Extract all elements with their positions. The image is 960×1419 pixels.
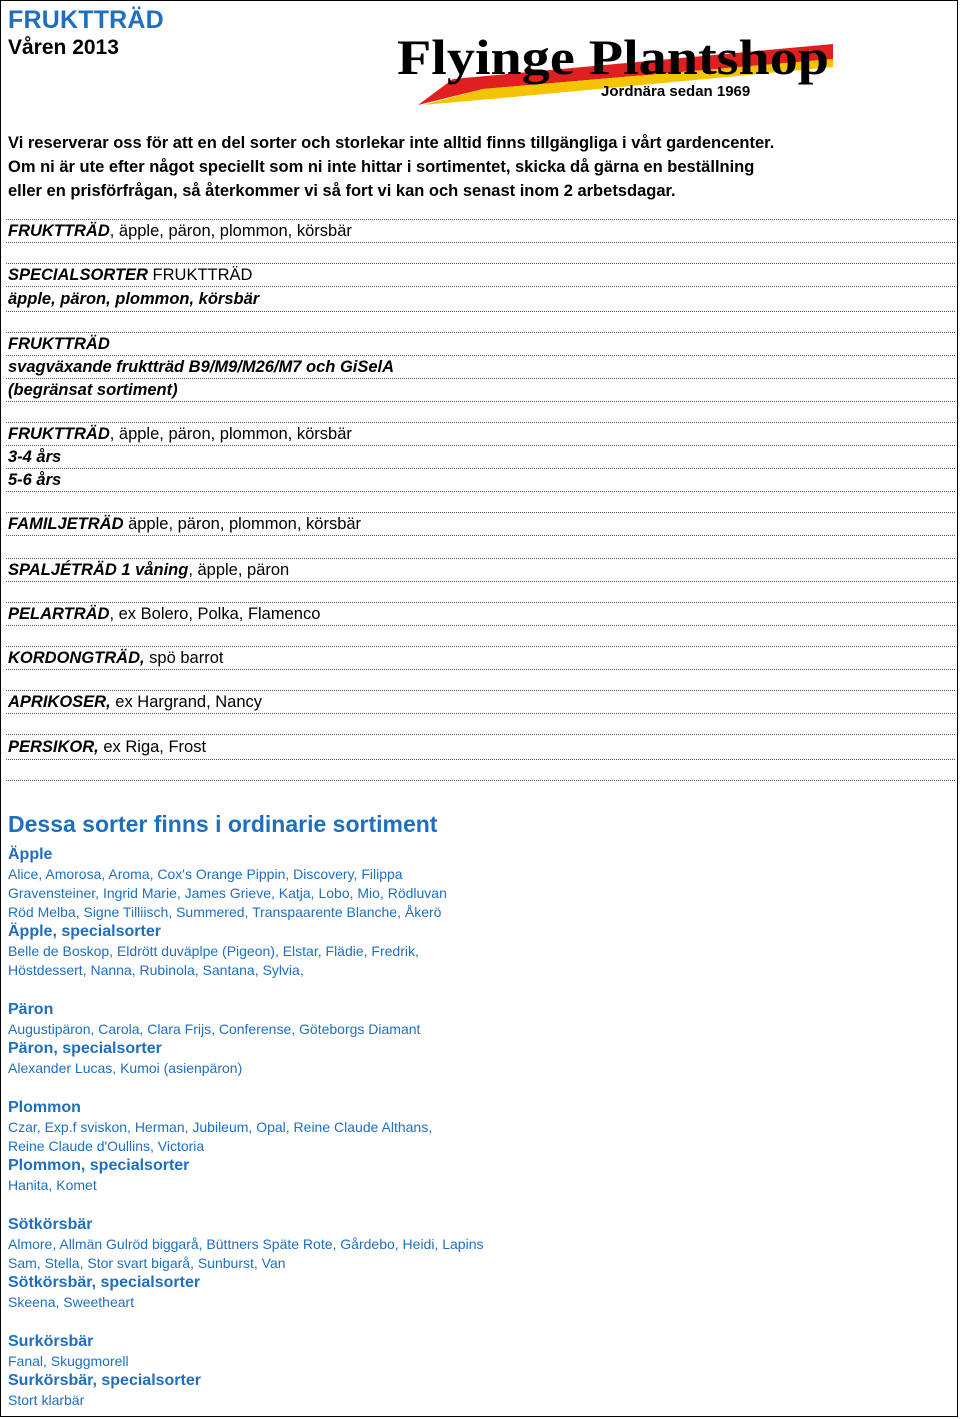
variety-group-title: Äpple	[8, 846, 53, 863]
variety-group-title: Sötkörsbär	[8, 1216, 93, 1233]
product-name: SPECIALSORTER	[8, 266, 148, 284]
product-row	[1, 264, 957, 286]
product-row	[1, 469, 957, 491]
variety-list-line: Skeena, Sweetheart	[8, 1294, 135, 1310]
product-row	[1, 536, 957, 558]
variety-list-line: Belle de Boskop, Eldrött duväplpe (Pigeon), Elstar, Flädie, Fredrik,	[8, 943, 419, 959]
product-name: FRUKTTRÄD	[8, 425, 110, 443]
product-detail: , äpple, päron, plommon, körsbär	[109, 222, 352, 240]
product-row	[1, 492, 957, 512]
flyinge-plantshop-logo	[393, 19, 833, 107]
product-detail: ex Riga, Frost	[98, 738, 207, 756]
intro-line: eller en prisförfrågan, så återkommer vi så fort vi kan och senast inom 2 arbetsdagar.	[8, 182, 676, 200]
variety-list-line: Alexander Lucas, Kumoi (asienpäron)	[8, 1060, 243, 1076]
product-row	[1, 402, 957, 422]
variety-group-title: Surkörsbär	[8, 1333, 94, 1350]
product-row	[1, 603, 957, 625]
product-name: KORDONGTRÄD,	[8, 649, 145, 667]
group-spacer	[8, 1078, 948, 1098]
variety-list-line: Augustipäron, Carola, Clara Frijs, Conferense, Göteborgs Diamant	[8, 1021, 421, 1037]
product-row	[1, 691, 957, 713]
product-name: (begränsat sortiment)	[8, 381, 178, 399]
product-row	[1, 714, 957, 734]
variety-list-line: Höstdessert, Nanna, Rubinola, Santana, Sylvia,	[8, 962, 304, 978]
product-detail: , äpple, päron	[188, 561, 290, 579]
variety-group-title: Plommon	[8, 1099, 81, 1116]
product-row	[1, 559, 957, 581]
product-row	[1, 735, 957, 759]
variety-list-line: Gravensteiner, Ingrid Marie, James Grieve, Katja, Lobo, Mio, Rödluvan	[8, 885, 447, 901]
product-name: FRUKTTRÄD	[8, 335, 110, 353]
product-row	[1, 243, 957, 263]
page-title: FRUKTTRÄD	[8, 6, 164, 34]
intro-text	[8, 131, 948, 203]
product-name: APRIKOSER,	[8, 693, 111, 711]
product-list	[1, 219, 957, 781]
variety-group-title: Päron	[8, 1001, 54, 1018]
variety-list-line: Sam, Stella, Stor svart bigarå, Sunburst, Van	[8, 1255, 286, 1271]
product-detail: ex Hargrand, Nancy	[110, 693, 263, 711]
product-row	[1, 626, 957, 646]
product-name: FAMILJETRÄD	[8, 515, 124, 533]
product-name: PERSIKOR,	[8, 738, 99, 756]
product-row	[1, 287, 957, 311]
product-row	[1, 647, 957, 669]
intro-line: Om ni är ute efter något speciellt som ni inte hittar i sortimentet, skicka då gärna en beställning	[8, 158, 755, 176]
product-row	[1, 333, 957, 355]
product-row	[1, 312, 957, 332]
product-detail: äpple, päron, plommon, körsbär	[123, 515, 362, 533]
svg-text:Flyinge Plantshop: Flyinge Plantshop	[397, 29, 829, 85]
product-name: svagväxande fruktträd B9/M9/M26/M7 och GiSelA	[8, 358, 395, 376]
variety-list-line: Stort klarbär	[8, 1392, 85, 1408]
variety-list-line: Röd Melba, Signe Tilliisch, Summered, Transpaarente Blanche, Åkerö	[8, 904, 442, 920]
variety-list-line: Fanal, Skuggmorell	[8, 1353, 129, 1369]
product-row	[1, 356, 957, 378]
variety-group-title: Surkörsbär, specialsorter	[8, 1372, 201, 1389]
product-row	[1, 670, 957, 690]
product-name: FRUKTTRÄD	[8, 222, 110, 240]
product-detail: FRUKTTRÄD	[147, 266, 253, 284]
variety-list-line: Czar, Exp.f sviskon, Herman, Jubileum, Opal, Reine Claude Althans,	[8, 1119, 433, 1135]
variety-group-title: Plommon, specialsorter	[8, 1157, 190, 1174]
assortment-heading: Dessa sorter finns i ordinarie sortiment	[8, 811, 438, 837]
product-name: äpple, päron, plommon, körsbär	[8, 290, 260, 308]
variety-list-line: Almore, Allmän Gulröd biggarå, Büttners Späte Rote, Gårdebo, Heidi, Lapins	[8, 1236, 484, 1252]
row-divider	[6, 780, 955, 781]
product-row	[1, 423, 957, 445]
product-detail: , ex Bolero, Polka, Flamenco	[109, 605, 321, 623]
svg-text:Jordnära sedan 1969: Jordnära sedan 1969	[601, 83, 751, 100]
variety-group-title: Päron, specialsorter	[8, 1040, 162, 1057]
page-subtitle: Våren 2013	[8, 36, 119, 59]
product-row	[1, 513, 957, 535]
variety-list-line: Alice, Amorosa, Aroma, Cox's Orange Pippin, Discovery, Filippa	[8, 866, 403, 882]
variety-list-line: Hanita, Komet	[8, 1177, 97, 1193]
product-row	[1, 446, 957, 468]
product-name: SPALJÉTRÄD 1 våning	[8, 561, 189, 579]
product-row	[1, 582, 957, 602]
product-name: PELARTRÄD	[8, 605, 110, 623]
product-row	[1, 379, 957, 401]
assortment-section	[8, 809, 948, 1410]
product-row	[1, 220, 957, 242]
product-detail: spö barrot	[144, 649, 224, 667]
group-spacer	[8, 1195, 948, 1215]
product-detail: , äpple, päron, plommon, körsbär	[109, 425, 352, 443]
product-name: 3-4 års	[8, 448, 62, 466]
intro-line: Vi reserverar oss för att en del sorter och storlekar inte alltid finns tillgängliga i vårt gardencenter.	[8, 134, 775, 152]
variety-group-title: Äpple, specialsorter	[8, 923, 161, 940]
group-spacer	[8, 1312, 948, 1332]
product-row	[1, 760, 957, 780]
group-spacer	[8, 980, 948, 1000]
variety-list-line: Reine Claude d'Oullins, Victoria	[8, 1138, 205, 1154]
assortment-groups	[8, 845, 948, 1410]
variety-group-title: Sötkörsbär, specialsorter	[8, 1274, 201, 1291]
product-name: 5-6 års	[8, 471, 62, 489]
